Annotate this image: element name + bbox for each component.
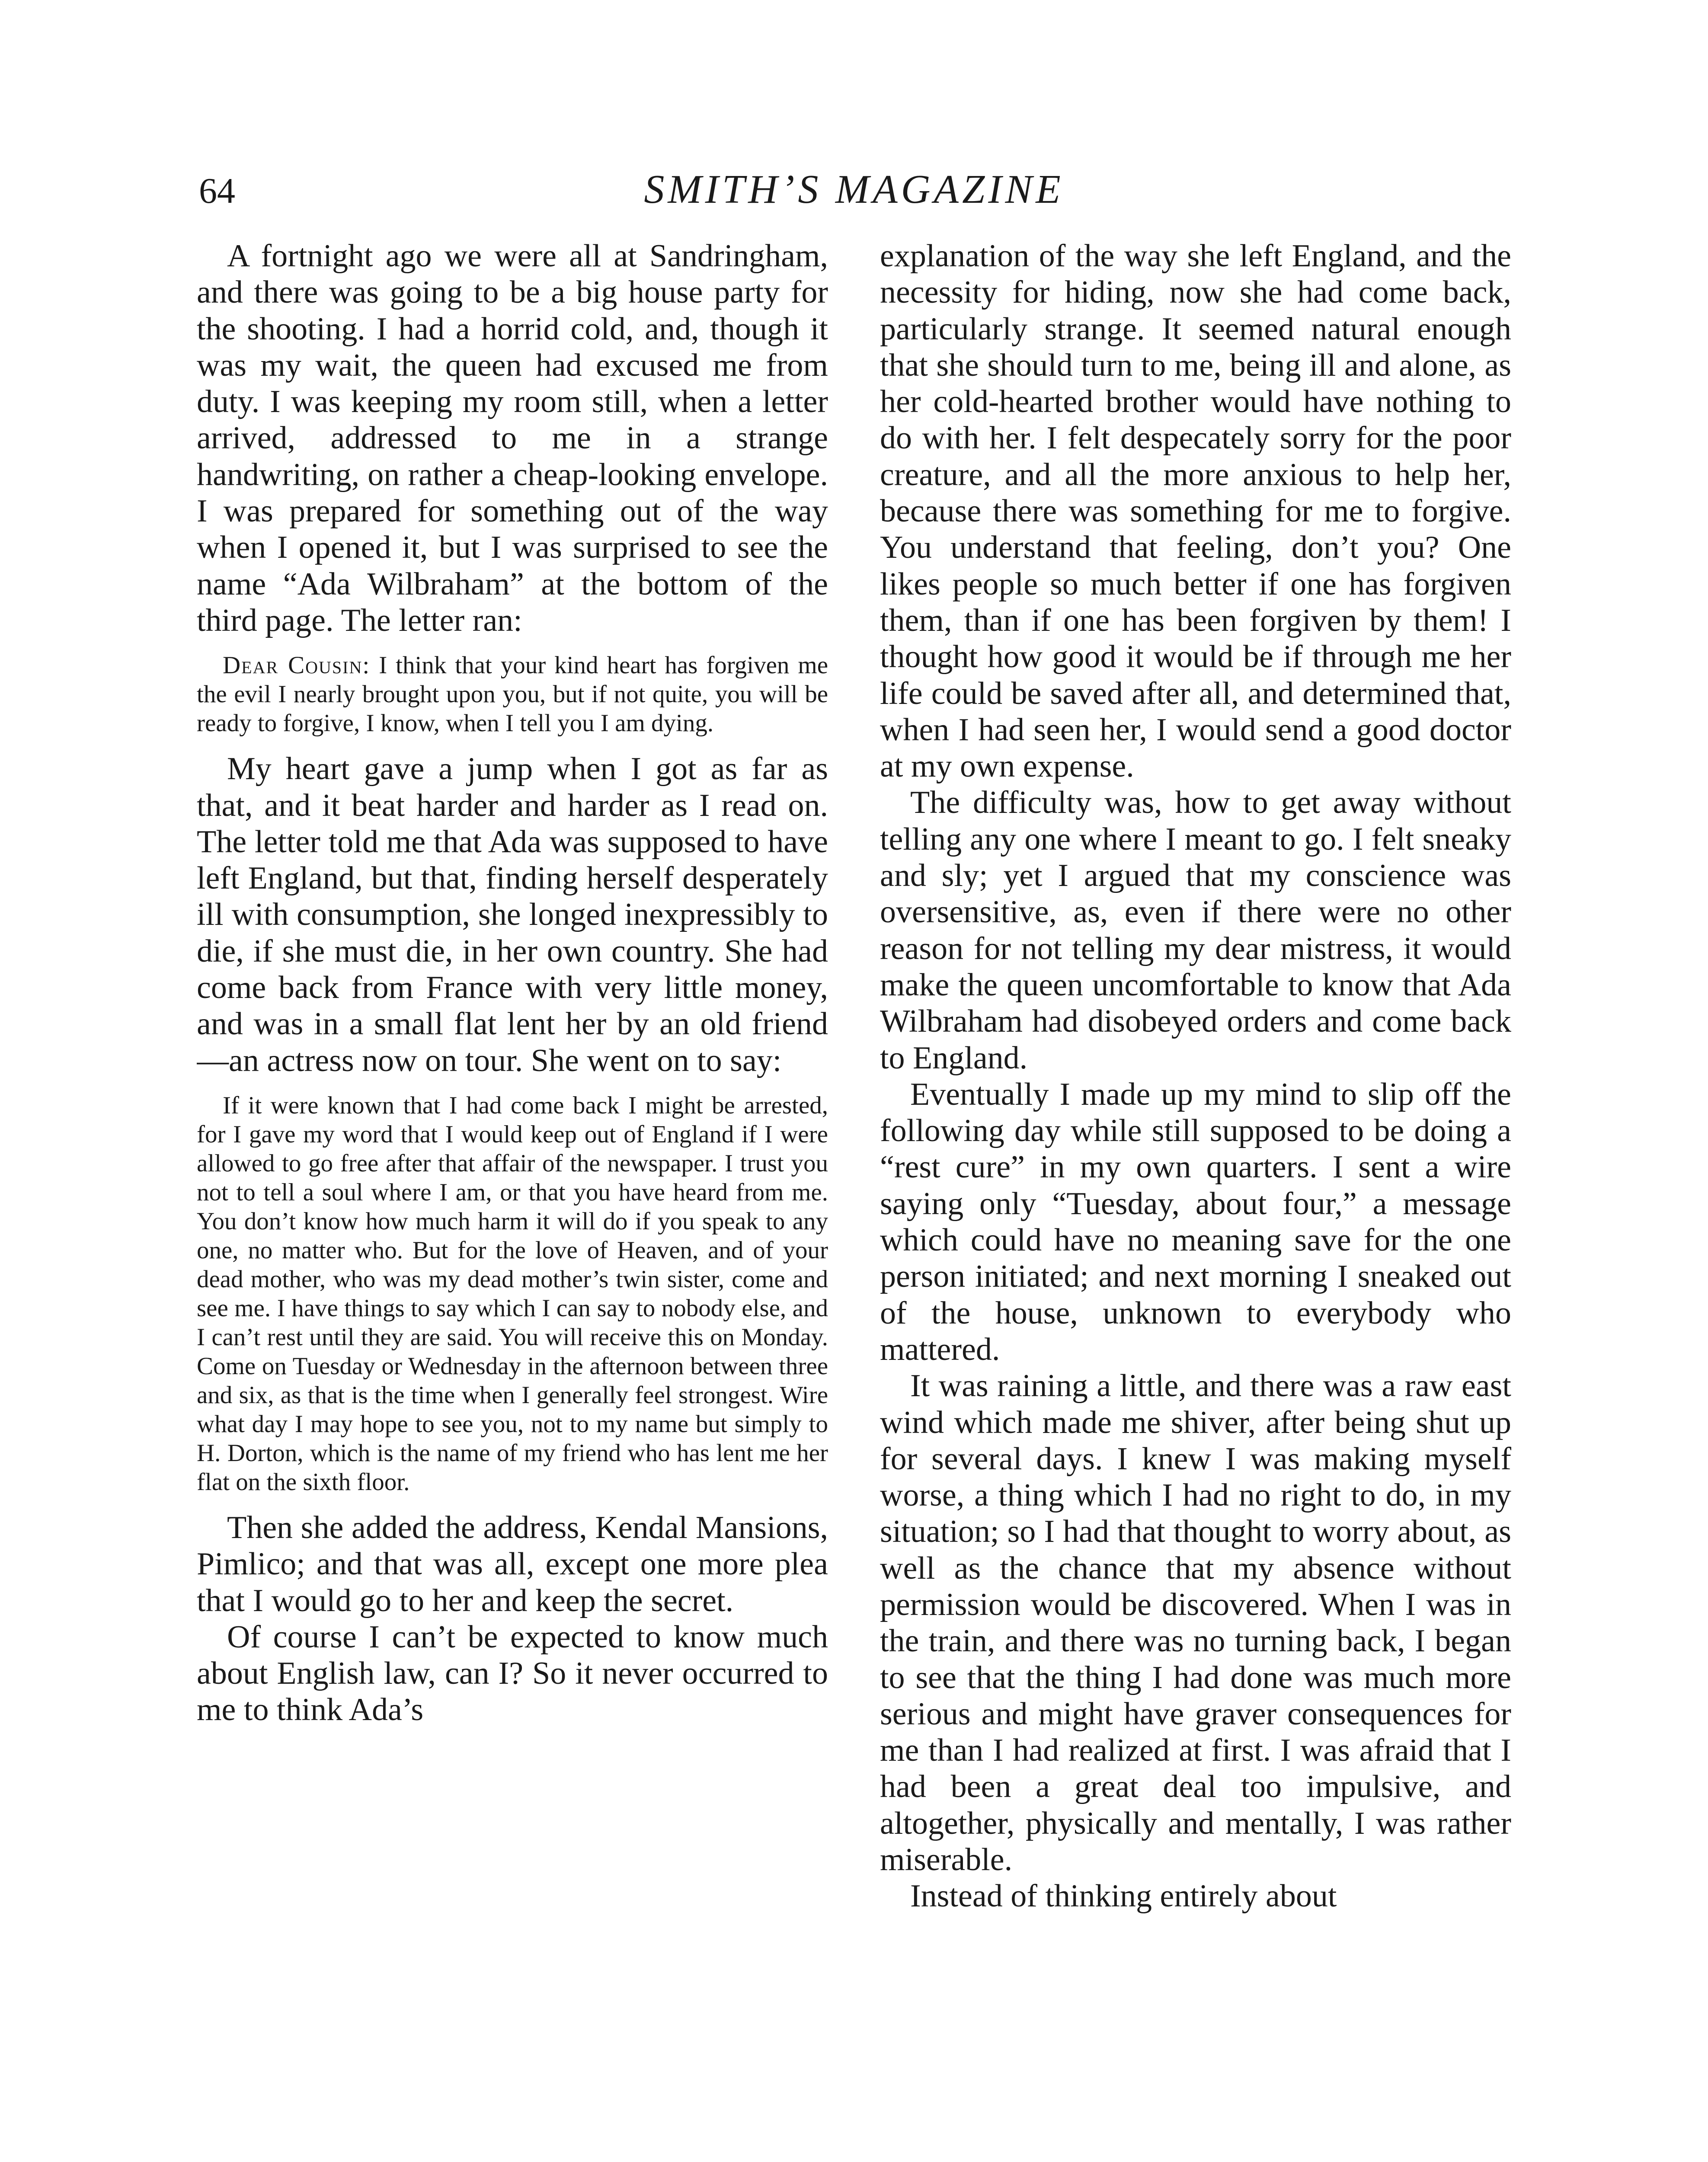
letter-salutation: Dear Cousin: xyxy=(223,652,371,679)
paragraph: The difficulty was, how to get away without telling any one where I meant to go. I felt sneaky and sly; yet I argued that my conscience was oversensitive, as, even if there were no other reason for not telling my dear mistress, it would make the queen uncomfortable to know that Ada Wilbraham had disobeyed orders and come back to England. xyxy=(880,785,1511,1076)
letter-excerpt: If it were known that I had come back I might be arrested, for I gave my word that I would keep out of England if I were allowed to go free after that affair of the newspaper. I trust you not to tell a soul where I am, or that you have heard from me. You don’t know how much harm it will do if you speak to any one, no matter who. But for the love of Heaven, and of your dead mother, who was my dead mother’s twin sister, come and see me. I have things to say which I can say to nobody else, and I can’t rest until they are said. You will receive this on Monday. Come on Tuesday or Wednesday in the afternoon between three and six, as that is the time when I generally feel strongest. Wire what day I may hope to see you, not to my name but simply to H. Dorton, which is the name of my friend who has lent me her flat on the sixth floor. xyxy=(197,1091,828,1496)
right-column xyxy=(880,238,1511,2162)
paragraph: Eventually I made up my mind to slip off the following day while still supposed to be doing a “rest cure” in my own quarters. I sent a wire saying only “Tuesday, about four,” a message which could have no meaning save for the one person initiated; and next morning I sneaked out of the house, unknown to everybody who mattered. xyxy=(880,1076,1511,1367)
left-column xyxy=(197,238,828,2162)
paragraph: My heart gave a jump when I got as far as that, and it beat harder and harder as I read on. The letter told me that Ada was supposed to have left England, but that, finding herself desperately ill with consumption, she longed inexpressibly to die, if she must die, in her own country. She had come back from France with very little money, and was in a small flat lent her by an old friend —an actress now on tour. She went on to say: xyxy=(197,751,828,1078)
paragraph: Then she added the address, Kendal Mansions, Pimlico; and that was all, except one more plea that I would go to her and keep the secret. xyxy=(197,1510,828,1618)
paragraph: explanation of the way she left England, and the necessity for hiding, now she had come back, particularly strange. It seemed natural enough that she should turn to me, being ill and alone, as her cold-hearted brother would have nothing to do with her. I felt despecately sorry for the poor creature, and all the more anxious to help her, because there was something for me to forgive. You understand that feeling, don’t you? One likes people so much better if one has forgiven them, than if one has been forgiven by them! I thought how good it would be if through me her life could be saved after all, and determined that, when I had seen her, I would send a good doctor at my own expense. xyxy=(880,238,1511,784)
paragraph: It was raining a little, and there was a raw east wind which made me shiver, after being shut up for several days. I knew I was making myself worse, a thing which I had no right to do, in my situation; so I had that thought to worry about, as well as the chance that my absence without permission would be discovered. When I was in the train, and there was no turning back, I began to see that the thing I had done was much more serious and might have graver consequences for me than I had realized at first. I was afraid that I had been a great deal too impulsive, and altogether, physically and mentally, I was rather miserable. xyxy=(880,1368,1511,1878)
paragraph: Of course I can’t be expected to know much about English law, can I? So it never occurred to me to think Ada’s xyxy=(197,1619,828,1728)
magazine-title: SMITH’S MAGAZINE xyxy=(644,167,1064,212)
letter-excerpt xyxy=(197,651,828,738)
page-number: 64 xyxy=(199,171,235,211)
running-head xyxy=(0,160,1708,216)
letter-text: I think that your kind heart has forgiven me the evil I nearly brought upon you, but if not quite, you will be ready to forgive, I know, when I tell you I am dying. xyxy=(197,652,828,737)
paragraph: Instead of thinking entirely about xyxy=(910,1878,1337,1914)
paragraph: A fortnight ago we were all at Sandringham, and there was going to be a big house party for the shooting. I had a horrid cold, and, though it was my wait, the queen had excused me from duty. I was keeping my room still, when a letter arrived, addressed to me in a strange handwriting, on rather a cheap-looking envelope. I was prepared for something out of the way when I opened it, but I was surprised to see the name “Ada Wilbraham” at the bottom of the third page. The letter ran: xyxy=(197,238,828,638)
